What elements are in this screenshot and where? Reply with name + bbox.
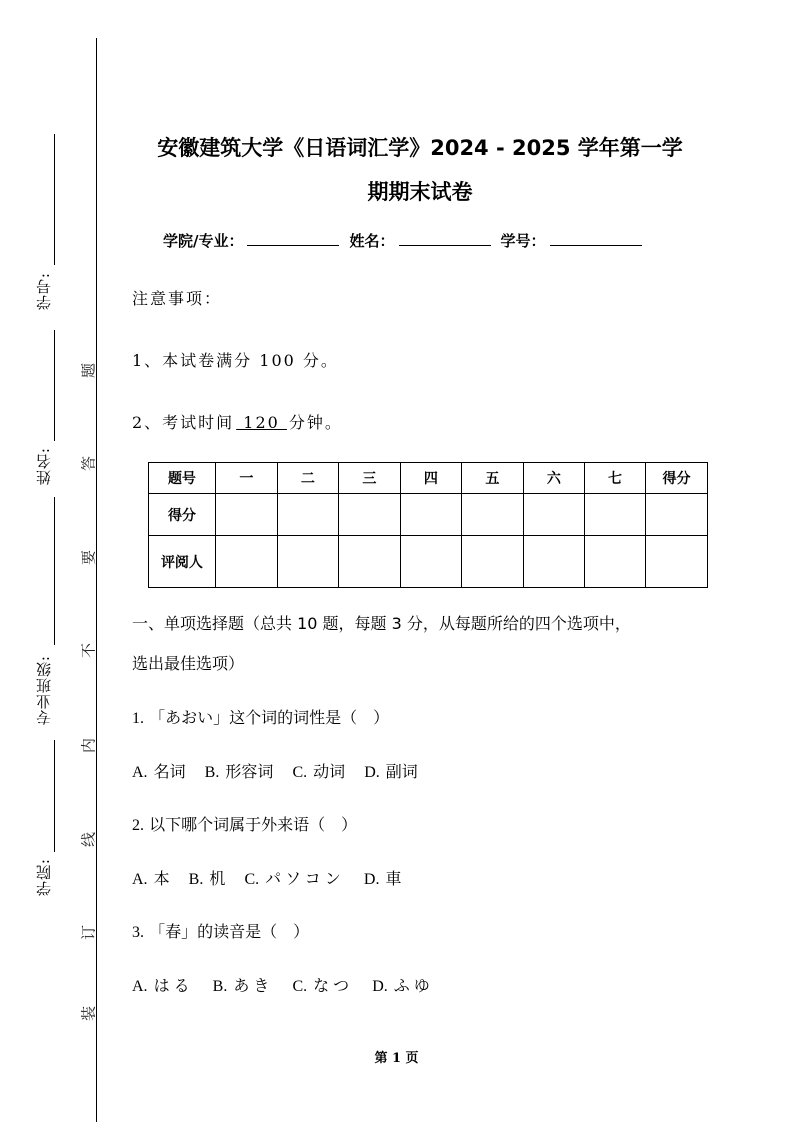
option-text: はる	[153, 976, 194, 995]
header-cell: 四	[400, 463, 461, 494]
option-letter: C.	[244, 871, 260, 888]
option-text: 名词	[153, 762, 186, 781]
score-cell[interactable]	[338, 494, 400, 536]
score-row	[149, 494, 708, 536]
fill-line-segment	[54, 740, 55, 852]
option-text: 車	[385, 869, 402, 888]
margin-field-name: 姓名:	[35, 447, 53, 486]
row-label: 评阅人	[149, 536, 216, 588]
option-b[interactable]	[213, 976, 274, 995]
option-letter: A.	[132, 764, 148, 781]
seal-char: 线	[79, 832, 98, 848]
seal-char: 不	[79, 643, 98, 659]
option-letter: C.	[292, 764, 308, 781]
option-d[interactable]	[364, 762, 418, 781]
header-cell: 六	[523, 463, 584, 494]
name-blank[interactable]	[399, 231, 491, 246]
margin-field-major-class: 专业班级:	[35, 655, 53, 726]
option-c[interactable]	[292, 762, 345, 781]
option-a[interactable]	[132, 762, 186, 781]
option-letter: D.	[364, 764, 380, 781]
question-1-options	[132, 759, 432, 782]
option-b[interactable]	[189, 869, 226, 888]
option-letter: D.	[363, 871, 380, 888]
question-2-options	[132, 866, 415, 889]
question-text: 「春」的读音是（ ）	[149, 922, 310, 941]
margin-field-college: 学院:	[35, 858, 53, 897]
option-text: 副词	[385, 762, 418, 781]
question-3	[132, 919, 309, 942]
score-cell[interactable]	[523, 494, 584, 536]
reviewer-cell[interactable]	[338, 536, 400, 588]
reviewer-cell[interactable]	[400, 536, 461, 588]
question-3-options	[132, 973, 448, 996]
exam-title-line1: 安徽建筑大学《日语词汇学》2024 - 2025 学年第一学	[157, 136, 683, 160]
row-label: 得分	[149, 494, 216, 536]
option-text: 机	[209, 869, 226, 888]
option-b[interactable]	[205, 762, 274, 781]
seal-char: 装	[79, 1006, 98, 1022]
exam-duration-value: 120	[236, 413, 287, 432]
score-cell[interactable]	[400, 494, 461, 536]
score-cell[interactable]	[584, 494, 645, 536]
option-a[interactable]	[132, 976, 194, 995]
seal-char: 题	[79, 363, 98, 379]
header-cell: 题号	[149, 463, 216, 494]
option-letter: B.	[212, 978, 228, 995]
seal-char: 订	[79, 925, 98, 941]
option-text: なつ	[313, 976, 354, 995]
option-text: パソコン	[265, 869, 345, 888]
header-cell: 三	[338, 463, 400, 494]
margin-field-student-id: 学号:	[35, 272, 53, 311]
question-text: 「あおい」这个词的词性是（ ）	[149, 708, 390, 727]
seal-char: 答	[79, 456, 98, 472]
section1-heading-line1: 一、单项选择题（总共 10 题，每题 3 分，从每题所给的四个选项中，	[132, 614, 631, 633]
binding-line-outer	[96, 38, 97, 1122]
reviewer-cell[interactable]	[215, 536, 277, 588]
option-text: 动词	[313, 762, 346, 781]
name-label: 姓名：	[349, 232, 395, 250]
fill-line-segment	[54, 330, 55, 441]
option-letter: C.	[292, 978, 308, 995]
header-cell: 一	[215, 463, 277, 494]
question-number: 3.	[132, 924, 144, 941]
question-number: 1.	[132, 710, 144, 727]
question-number: 2.	[132, 817, 144, 834]
fill-line-segment	[54, 497, 55, 645]
seal-char: 要	[79, 550, 98, 566]
reviewer-cell[interactable]	[645, 536, 707, 588]
score-cell[interactable]	[645, 494, 707, 536]
option-d[interactable]	[372, 976, 434, 995]
header-cell: 二	[277, 463, 338, 494]
option-d[interactable]	[364, 869, 402, 888]
college-major-blank[interactable]	[247, 231, 339, 246]
college-major-label: 学院/专业：	[163, 232, 244, 250]
score-table-header-row	[149, 463, 708, 494]
option-letter: A.	[132, 978, 148, 995]
option-c[interactable]	[292, 976, 353, 995]
option-letter: B.	[188, 871, 204, 888]
question-text: 以下哪个词属于外来语（ ）	[149, 815, 358, 834]
option-text: あき	[233, 976, 274, 995]
header-cell: 五	[461, 463, 523, 494]
note-item-2-suffix: 分钟。	[288, 413, 343, 432]
note-item-1: 1、本试卷满分 100 分。	[132, 351, 339, 370]
seal-char: 内	[79, 738, 98, 754]
reviewer-cell[interactable]	[461, 536, 523, 588]
option-text: 本	[153, 869, 170, 888]
exam-title-line2: 期期末试卷	[367, 180, 473, 204]
option-text: 形容词	[225, 762, 274, 781]
score-cell[interactable]	[277, 494, 338, 536]
header-cell: 得分	[645, 463, 707, 494]
score-cell[interactable]	[215, 494, 277, 536]
option-letter: D.	[372, 978, 388, 995]
fill-line-segment	[54, 134, 55, 265]
reviewer-cell[interactable]	[277, 536, 338, 588]
question-1	[132, 705, 389, 728]
section1-heading-line2: 选出最佳选项）	[132, 654, 245, 673]
option-a[interactable]	[132, 869, 170, 888]
reviewer-cell[interactable]	[523, 536, 584, 588]
score-table	[148, 462, 708, 588]
note-item-2-prefix: 2、考试时间	[132, 413, 235, 432]
score-cell[interactable]	[461, 494, 523, 536]
student-info-line	[163, 230, 652, 251]
page-number: 第 1 页	[374, 1051, 419, 1066]
student-id-blank[interactable]	[550, 231, 642, 246]
option-c[interactable]	[244, 869, 344, 888]
reviewer-cell[interactable]	[584, 536, 645, 588]
option-letter: B.	[204, 764, 220, 781]
notes-heading: 注意事项：	[132, 289, 223, 308]
question-2	[132, 812, 357, 835]
reviewer-row	[149, 536, 708, 588]
option-text: ふゆ	[393, 976, 434, 995]
note-item-2	[132, 410, 343, 433]
student-id-label: 学号：	[500, 232, 546, 250]
option-letter: A.	[132, 871, 148, 888]
header-cell: 七	[584, 463, 645, 494]
